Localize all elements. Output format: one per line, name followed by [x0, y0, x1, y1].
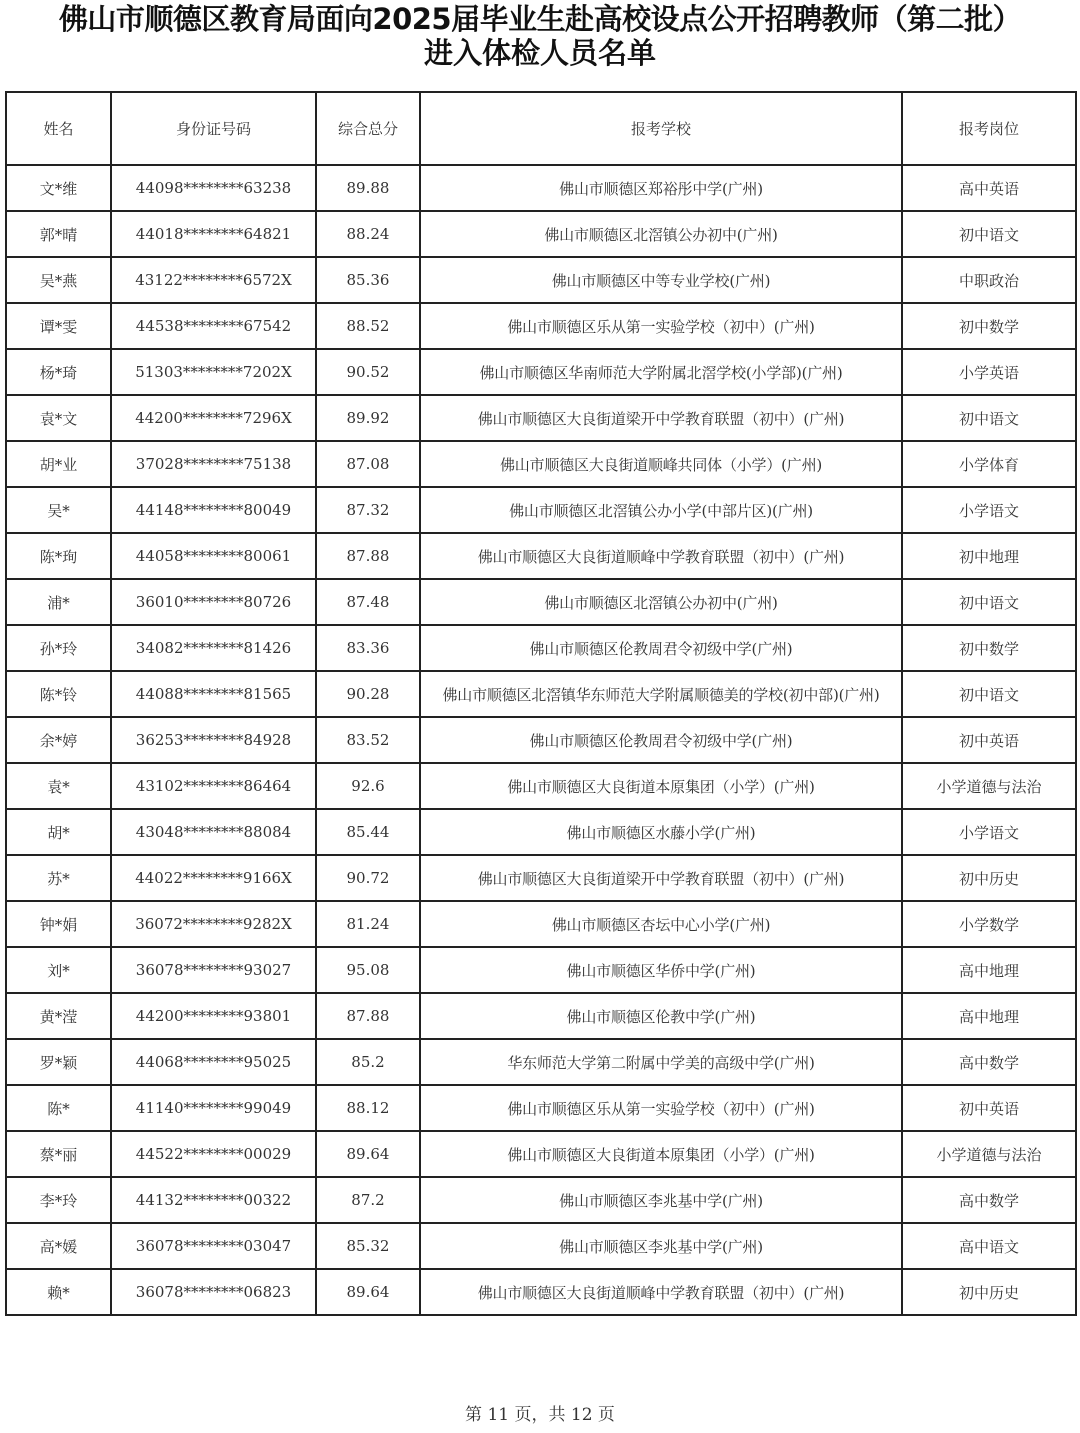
cell-name: 高*媛	[6, 1223, 111, 1269]
table-row	[6, 303, 1076, 349]
table-header	[6, 92, 1076, 165]
header-name: 姓名	[6, 92, 111, 165]
cell-position: 初中英语	[902, 717, 1076, 763]
cell-name: 吴*	[6, 487, 111, 533]
table-body	[6, 165, 1076, 1315]
cell-id-number: 44088********81565	[111, 671, 316, 717]
cell-school: 佛山市顺德区水藤小学(广州)	[420, 809, 902, 855]
table-row	[6, 579, 1076, 625]
cell-name: 罗*颖	[6, 1039, 111, 1085]
cell-position: 高中地理	[902, 947, 1076, 993]
cell-school: 佛山市顺德区乐从第一实验学校（初中）(广州)	[420, 1085, 902, 1131]
cell-id-number: 36253********84928	[111, 717, 316, 763]
cell-school: 佛山市顺德区华南师范大学附属北滘学校(小学部)(广州)	[420, 349, 902, 395]
page-number: 第 11 页，共 12 页	[465, 1405, 615, 1425]
cell-school: 佛山市顺德区郑裕彤中学(广州)	[420, 165, 902, 211]
cell-total-score: 87.32	[316, 487, 420, 533]
cell-total-score: 87.88	[316, 533, 420, 579]
cell-school: 华东师范大学第二附属中学美的高级中学(广州)	[420, 1039, 902, 1085]
table-row	[6, 487, 1076, 533]
cell-position: 小学英语	[902, 349, 1076, 395]
cell-school: 佛山市顺德区北滘镇华东师范大学附属顺德美的学校(初中部)(广州)	[420, 671, 902, 717]
cell-id-number: 43048********88084	[111, 809, 316, 855]
cell-name: 吴*燕	[6, 257, 111, 303]
page-title-line-1: 佛山市顺德区教育局面向2025届毕业生赴高校设点公开招聘教师（第二批）	[58, 2, 1022, 36]
cell-name: 袁*	[6, 763, 111, 809]
cell-position: 小学语文	[902, 487, 1076, 533]
cell-name: 浦*	[6, 579, 111, 625]
cell-total-score: 89.88	[316, 165, 420, 211]
cell-id-number: 34082********81426	[111, 625, 316, 671]
cell-position: 小学语文	[902, 809, 1076, 855]
header-school: 报考学校	[420, 92, 902, 165]
cell-position: 初中语文	[902, 671, 1076, 717]
cell-position: 高中语文	[902, 1223, 1076, 1269]
cell-name: 余*婷	[6, 717, 111, 763]
header-id-number: 身份证号码	[111, 92, 316, 165]
table-row	[6, 395, 1076, 441]
table-row	[6, 1085, 1076, 1131]
cell-position: 初中语文	[902, 211, 1076, 257]
cell-name: 胡*业	[6, 441, 111, 487]
table-header-row	[6, 92, 1076, 165]
cell-name: 苏*	[6, 855, 111, 901]
cell-name: 刘*	[6, 947, 111, 993]
cell-total-score: 85.32	[316, 1223, 420, 1269]
table-row	[6, 855, 1076, 901]
table-row	[6, 993, 1076, 1039]
cell-total-score: 83.36	[316, 625, 420, 671]
cell-id-number: 36010********80726	[111, 579, 316, 625]
table-row	[6, 809, 1076, 855]
cell-id-number: 44200********93801	[111, 993, 316, 1039]
cell-position: 高中地理	[902, 993, 1076, 1039]
cell-school: 佛山市顺德区北滘镇公办初中(广州)	[420, 579, 902, 625]
cell-position: 初中历史	[902, 1269, 1076, 1315]
table-row	[6, 947, 1076, 993]
table-row	[6, 211, 1076, 257]
header-position: 报考岗位	[902, 92, 1076, 165]
cell-name: 郭*晴	[6, 211, 111, 257]
cell-position: 小学体育	[902, 441, 1076, 487]
cell-school: 佛山市顺德区乐从第一实验学校（初中）(广州)	[420, 303, 902, 349]
cell-name: 黄*滢	[6, 993, 111, 1039]
cell-school: 佛山市顺德区大良街道本原集团（小学）(广州)	[420, 763, 902, 809]
cell-id-number: 44132********00322	[111, 1177, 316, 1223]
cell-position: 小学道德与法治	[902, 763, 1076, 809]
cell-name: 钟*娟	[6, 901, 111, 947]
cell-name: 孙*玲	[6, 625, 111, 671]
cell-school: 佛山市顺德区大良街道本原集团（小学）(广州)	[420, 1131, 902, 1177]
cell-id-number: 36078********93027	[111, 947, 316, 993]
cell-id-number: 41140********99049	[111, 1085, 316, 1131]
cell-id-number: 44018********64821	[111, 211, 316, 257]
table-row	[6, 1131, 1076, 1177]
cell-school: 佛山市顺德区李兆基中学(广州)	[420, 1177, 902, 1223]
cell-school: 佛山市顺德区大良街道梁开中学教育联盟（初中）(广州)	[420, 395, 902, 441]
cell-position: 初中数学	[902, 625, 1076, 671]
cell-name: 李*玲	[6, 1177, 111, 1223]
cell-position: 小学数学	[902, 901, 1076, 947]
cell-id-number: 44098********63238	[111, 165, 316, 211]
cell-total-score: 85.2	[316, 1039, 420, 1085]
cell-total-score: 95.08	[316, 947, 420, 993]
cell-total-score: 83.52	[316, 717, 420, 763]
cell-total-score: 87.88	[316, 993, 420, 1039]
cell-position: 高中英语	[902, 165, 1076, 211]
table-row	[6, 763, 1076, 809]
cell-total-score: 88.12	[316, 1085, 420, 1131]
cell-position: 高中数学	[902, 1039, 1076, 1085]
table-row	[6, 1177, 1076, 1223]
cell-name: 文*维	[6, 165, 111, 211]
cell-position: 初中语文	[902, 395, 1076, 441]
cell-total-score: 85.36	[316, 257, 420, 303]
cell-id-number: 44148********80049	[111, 487, 316, 533]
cell-position: 高中数学	[902, 1177, 1076, 1223]
cell-name: 蔡*丽	[6, 1131, 111, 1177]
cell-position: 初中历史	[902, 855, 1076, 901]
cell-school: 佛山市顺德区大良街道梁开中学教育联盟（初中）(广州)	[420, 855, 902, 901]
cell-total-score: 90.28	[316, 671, 420, 717]
cell-school: 佛山市顺德区李兆基中学(广州)	[420, 1223, 902, 1269]
table-row	[6, 1039, 1076, 1085]
table-row	[6, 1223, 1076, 1269]
cell-total-score: 89.64	[316, 1269, 420, 1315]
cell-school: 佛山市顺德区大良街道顺峰中学教育联盟（初中）(广州)	[420, 533, 902, 579]
table-row	[6, 441, 1076, 487]
cell-total-score: 87.2	[316, 1177, 420, 1223]
candidate-table	[5, 91, 1077, 1316]
cell-school: 佛山市顺德区中等专业学校(广州)	[420, 257, 902, 303]
table-row	[6, 901, 1076, 947]
table-row	[6, 349, 1076, 395]
cell-name: 陈*	[6, 1085, 111, 1131]
cell-school: 佛山市顺德区伦教周君令初级中学(广州)	[420, 625, 902, 671]
cell-position: 初中地理	[902, 533, 1076, 579]
cell-name: 袁*文	[6, 395, 111, 441]
table-row	[6, 533, 1076, 579]
table-row	[6, 625, 1076, 671]
cell-id-number: 44200********7296X	[111, 395, 316, 441]
table-row	[6, 257, 1076, 303]
cell-id-number: 43122********6572X	[111, 257, 316, 303]
cell-name: 杨*琦	[6, 349, 111, 395]
table-row	[6, 165, 1076, 211]
header-total-score: 综合总分	[316, 92, 420, 165]
cell-id-number: 43102********86464	[111, 763, 316, 809]
cell-school: 佛山市顺德区大良街道顺峰中学教育联盟（初中）(广州)	[420, 1269, 902, 1315]
cell-name: 陈*珣	[6, 533, 111, 579]
page-title	[0, 0, 1080, 70]
cell-total-score: 89.64	[316, 1131, 420, 1177]
cell-id-number: 44058********80061	[111, 533, 316, 579]
cell-school: 佛山市顺德区华侨中学(广州)	[420, 947, 902, 993]
cell-total-score: 85.44	[316, 809, 420, 855]
table-row	[6, 717, 1076, 763]
cell-school: 佛山市顺德区伦教周君令初级中学(广州)	[420, 717, 902, 763]
table-row	[6, 1269, 1076, 1315]
cell-total-score: 88.24	[316, 211, 420, 257]
cell-total-score: 90.72	[316, 855, 420, 901]
cell-position: 初中语文	[902, 579, 1076, 625]
cell-id-number: 37028********75138	[111, 441, 316, 487]
cell-total-score: 89.92	[316, 395, 420, 441]
cell-position: 初中英语	[902, 1085, 1076, 1131]
cell-total-score: 81.24	[316, 901, 420, 947]
cell-total-score: 87.48	[316, 579, 420, 625]
cell-school: 佛山市顺德区杏坛中心小学(广州)	[420, 901, 902, 947]
cell-total-score: 92.6	[316, 763, 420, 809]
cell-id-number: 36072********9282X	[111, 901, 316, 947]
cell-position: 小学道德与法治	[902, 1131, 1076, 1177]
cell-id-number: 44522********00029	[111, 1131, 316, 1177]
cell-position: 中职政治	[902, 257, 1076, 303]
cell-school: 佛山市顺德区北滘镇公办初中(广州)	[420, 211, 902, 257]
cell-id-number: 36078********06823	[111, 1269, 316, 1315]
cell-id-number: 44538********67542	[111, 303, 316, 349]
cell-name: 陈*铃	[6, 671, 111, 717]
cell-position: 初中数学	[902, 303, 1076, 349]
cell-name: 胡*	[6, 809, 111, 855]
cell-school: 佛山市顺德区大良街道顺峰共同体（小学）(广州)	[420, 441, 902, 487]
cell-id-number: 51303********7202X	[111, 349, 316, 395]
table-row	[6, 671, 1076, 717]
cell-total-score: 90.52	[316, 349, 420, 395]
cell-total-score: 88.52	[316, 303, 420, 349]
cell-id-number: 44068********95025	[111, 1039, 316, 1085]
cell-total-score: 87.08	[316, 441, 420, 487]
cell-school: 佛山市顺德区伦教中学(广州)	[420, 993, 902, 1039]
page-title-line-2: 进入体检人员名单	[423, 36, 656, 70]
cell-name: 谭*雯	[6, 303, 111, 349]
cell-id-number: 36078********03047	[111, 1223, 316, 1269]
cell-name: 赖*	[6, 1269, 111, 1315]
cell-id-number: 44022********9166X	[111, 855, 316, 901]
cell-school: 佛山市顺德区北滘镇公办小学(中部片区)(广州)	[420, 487, 902, 533]
